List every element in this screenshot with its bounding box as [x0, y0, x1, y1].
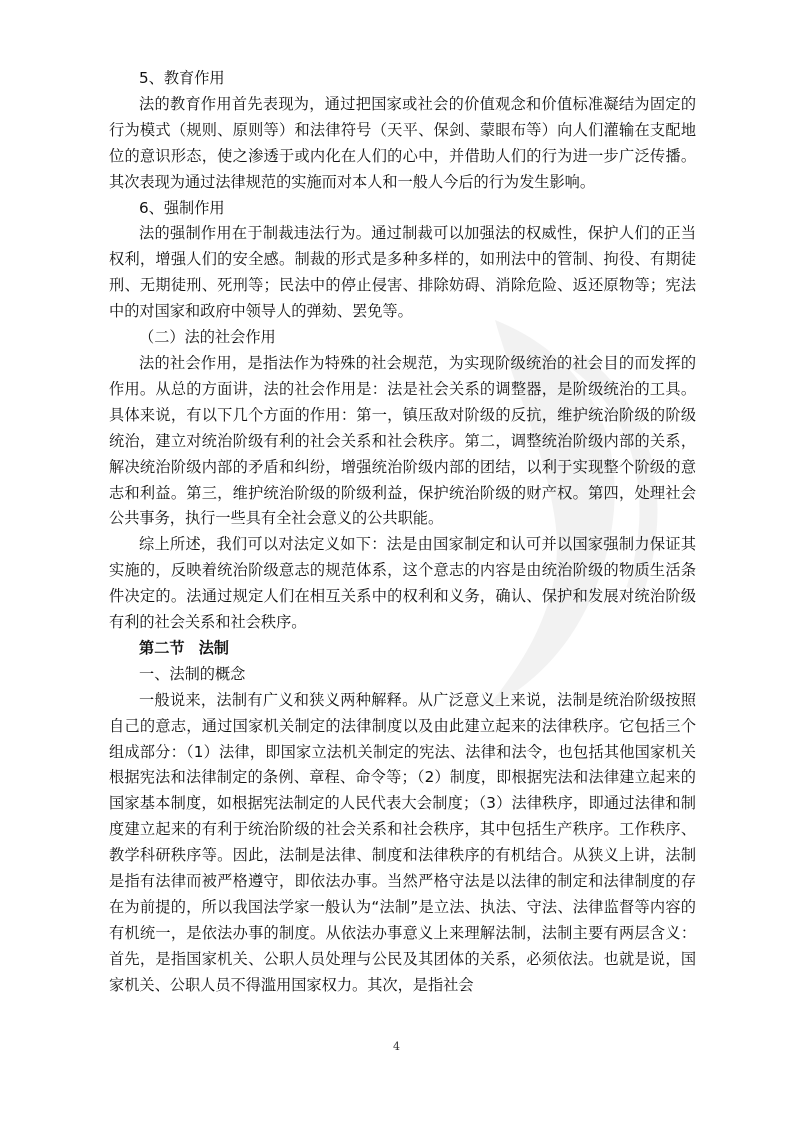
paragraph-coercion: 法的强制作用在于制裁违法行为。通过制裁可以加强法的权威性，保护人们的正当权利，增强人们的安全感。制裁的形式是多种多样的，如刑法中的管制、拘役、有期徒刑、无期徒刑、死刑等；民法中的停止侵害、排除妨碍、消除危险、返还原物等；宪法中的对国家和政府中领导人的弹劾、罢免等。: [109, 224, 696, 321]
page-number: 4: [393, 1040, 400, 1053]
paragraph-social-function: 法的社会作用，是指法作为特殊的社会规范，为实现阶级统治的社会目的而发挥的作用。从总的方面讲，法的社会作用是：法是社会关系的调整器，是阶级统治的工具。具体来说，有以下几个方面的作用：第一，镇压敌对阶级的反抗，维护统治阶级的阶级统治，建立对统治阶级有利的社会关系和社会秩序。第二，调整统治阶级内部的关系，解决统治阶级内部的矛盾和纠纷，增强统治阶级内部的团结，以利于实现整个阶级的意志和利益。第三，维护统治阶级的阶级利益，保护统治阶级的财产权。第四，处理社会公共事务，执行一些具有全社会意义的公共职能。: [109, 353, 696, 528]
heading-coercion: 6、强制作用: [139, 198, 225, 217]
heading-education: 5、教育作用: [139, 69, 225, 87]
heading-legal-concept: 一、法制的概念: [139, 664, 246, 683]
section-title: [109, 636, 696, 662]
paragraph-education: 法的教育作用首先表现为，通过把国家或社会的价值观念和价值标准凝结为固定的行为模式（规则、原则等）和法律符号（天平、保剑、蒙眼布等）向人们灌输在支配地位的意识形态，使之渗透于或内化在人们的心中，并借助人们的行为进一步广泛传播。其次表现为通过法律规范的实施而对本人和一般人今后的行为发生影响。: [109, 94, 696, 191]
section-name: 法制: [198, 638, 229, 657]
document-body: [109, 66, 696, 999]
heading-social-function: （二）法的社会作用: [139, 328, 276, 347]
section-label: 第二节: [139, 638, 185, 657]
paragraph-legal-concept: 一般说来，法制有广义和狭义两种解释。从广泛意义上来说，法制是统治阶级按照自己的意志，通过国家机关制定的法律制度以及由此建立起来的法律秩序。它包括三个组成部分：（1）法律，即国家立法机关制定的宪法、法律和法令，也包括其他国家机关根据宪法和法律制定的条例、章程、命令等；（2）制度，即根据宪法和法律建立起来的国家基本制度，如根据宪法制定的人民代表大会制度；（3）法律秩序，即通过法律和制度建立起来的有利于统治阶级的社会关系和社会秩序，其中包括生产秩序。工作秩序、教学科研秩序等。因此，法制是法律、制度和法律秩序的有机结合。从狭义上讲，法制是指有法律而被严格遵守，即依法办事。当然严格守法是以法律的制定和法律制度的存在为前提的，所以我国法学家一般认为“法制”是立法、执法、守法、法律监督等内容的有机统一，是依法办事的制度。从依法办事意义上来理解法制，法制主要有两层含义：首先，是指国家机关、公职人员处理与公民及其团体的关系，必须依法。也就是说，国家机关、公职人员不得滥用国家权力。其次，是指社会: [109, 690, 696, 994]
paragraph-definition: 综上所述，我们可以对法定义如下：法是由国家制定和认可并以国家强制力保证其实施的，反映着统治阶级意志的规范体系，这个意志的内容是由统治阶级的物质生活条件决定的。法通过规定人们在相互关系中的权利和义务，确认、保护和发展对统治阶级有利的社会关系和社会秩序。: [109, 535, 696, 632]
